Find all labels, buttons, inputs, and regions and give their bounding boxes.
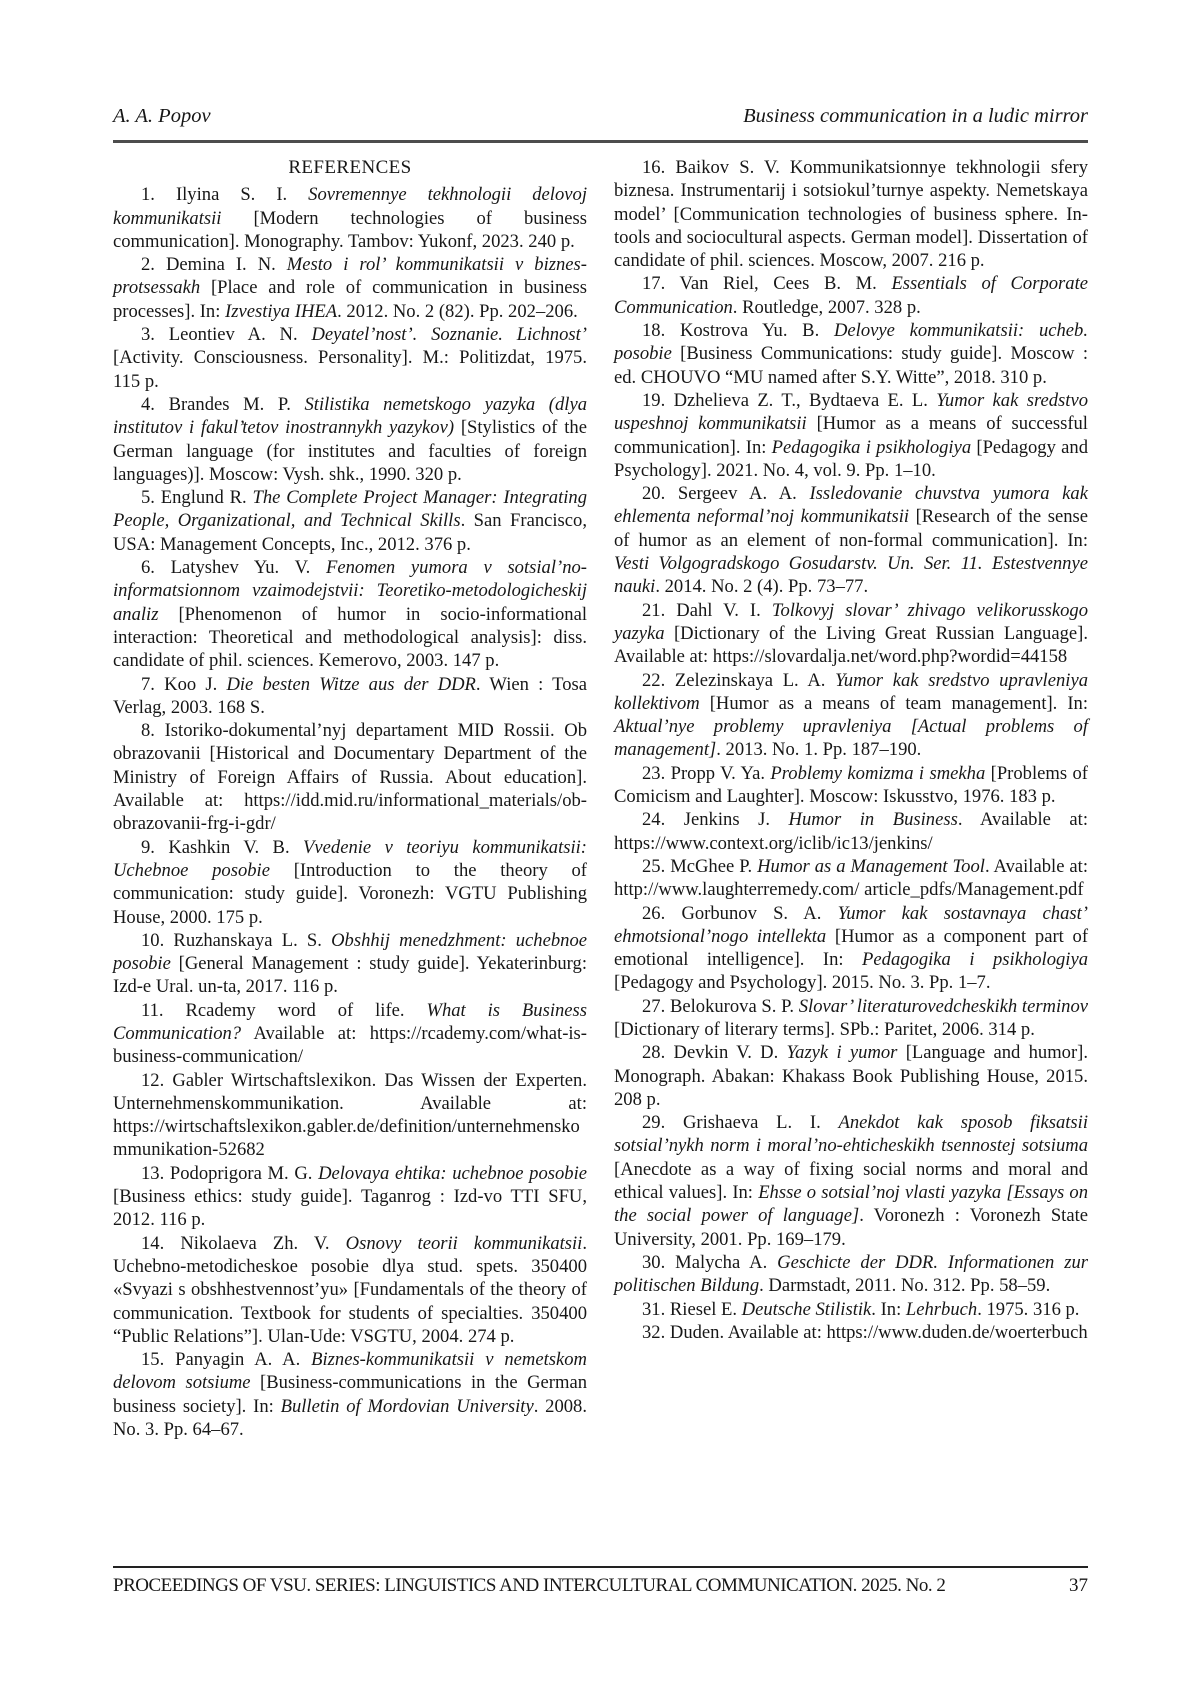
reference-item: 17. Van Riel, Cees B. M. Essentials of Corporate Communication. Routledge, 2007. 328 p. [614,273,1088,318]
reference-item: 6. Latyshev Yu. V. Fenomen yumora v sotsial’no-informatsionnom vzaimodejstvii: Teoretiko-metodologicheskij analiz [Phenomenon of humor in socio-informational interaction: Theoretical and methodological analysis]: diss. candidate of phil. sciences. Kemerovo, 2003. 147 p. [113,557,587,672]
reference-item: 8. Istoriko-dokumental’nyj departament MID Rossii. Ob obrazovanii [Historical and Documentary Department of the Ministry of Foreign Affairs of Russia. About education]. Available at: https://idd.mid.ru/informational_materials/ob-obrazovanii-frg-i-gdr/ [113,720,587,835]
reference-item: 27. Belokurova S. P. Slovar’ literaturovedcheskikh terminov [Dictionary of literary terms]. SPb.: Paritet, 2006. 314 p. [614,995,1088,1040]
references-columns [113,156,1088,1441]
reference-item: 14. Nikolaeva Zh. V. Osnovy teorii kommunikatsii. Uchebno-metodicheskoe posobie dlya stud. spets. 350400 «Svyazi s obshhestvennost’yu» [Fundamentals of the theory of communication. Textbook for students of specialties. 350400 “Public Relations”]. Ulan-Ude: VSGTU, 2004. 274 p. [113,1232,588,1347]
reference-item: 29. Grishaeva L. I. Anekdot kak sposob fiksatsii sotsial’nykh norm i moral’no-ehticheskikh tsennostej sotsiuma [Anecdote as a way of fixing social norms and moral and ethical values]. In: Ehsse o sotsial’noj vlasti yazyka [Essays on the social power of language]. Voronezh : Voronezh State University, 2001. Pp. 169–179. [614,1112,1089,1250]
references-heading: REFERENCES [288,157,412,178]
reference-item: 15. Panyagin A. A. Biznes-kommunikatsii v nemetskom delovom sotsiume [Business-communications in the German business society]. In: Bulletin of Mordovian University. 2008. No. 3. Pp. 64–67. [113,1349,588,1441]
page-number: 37 [1069,1575,1088,1596]
reference-item: 3. Leontiev A. N. Deyatel’nost’. Soznanie. Lichnost’ [Activity. Consciousness. Personality]. M.: Politizdat, 1975. 115 p. [113,324,587,392]
reference-item: 23. Propp V. Ya. Problemy komizma i smekha [Problems of Comicism and Laughter]. Moscow: Iskusstvo, 1976. 183 p. [614,762,1088,808]
page-footer [113,1566,1088,1597]
reference-item: 11. Rcademy word of life. What is Business Communication? Available at: https://rcademy.com/what-is-business-communication/ [113,999,588,1068]
header-rule [113,140,1088,143]
reference-item: 9. Kashkin V. B. Vvedenie v teoriyu kommunikatsii: Uchebnoe posobie [Introduction to the theory of communication: study guide]. Voronezh: VGTU Publishing House, 2000. 175 p. [113,836,588,928]
running-header [113,104,1088,128]
reference-item: 7. Koo J. Die besten Witze aus der DDR. Wien : Tosa Verlag, 2003. 168 S. [113,673,588,718]
reference-item: 21. Dahl V. I. Tolkovyj slovar’ zhivago velikorusskogo yazyka [Dictionary of the Living Great Russian Language]. Available at: https://slovardalja.net/word.php?wordid=44158 [614,599,1088,668]
reference-item: 26. Gorbunov S. A. Yumor kak sostavnaya chast’ ehmotsional’nogo intellekta [Humor as a component part of emotional intelligence]. In: Pedagogika i psikhologiya [Pedagogy and Psychology]. 2015. No. 3. Pp. 1–7. [614,902,1089,994]
reference-item: 13. Podoprigora M. G. Delovaya ehtika: uchebnoe posobie [Business ethics: study guide]. Taganrog : Izd-vo TTI SFU, 2012. 116 p. [113,1162,587,1231]
reference-item: 22. Zelezinskaya L. A. Yumor kak sredstvo upravleniya kollektivom [Humor as a means of team management]. In: Aktual’nye problemy upravleniya [Actual problems of management]. 2013. No. 1. Pp. 187–190. [614,669,1088,761]
reference-item: 5. Englund R. The Complete Project Manager: Integrating People, Organizational, and Technical Skills. San Francisco, USA: Management Concepts, Inc., 2012. 376 p. [113,487,587,555]
reference-item: 31. Riesel E. Deutsche Stilistik. In: Lehrbuch. 1975. 316 p. [642,1298,1080,1320]
running-header-author: A. A. Popov [113,105,211,127]
reference-item: 4. Brandes M. P. Stilistika nemetskogo yazyka (dlya institutov i fakul’tetov inostrannykh yazykov) [Stylistics of the German language (for institutes and faculties of foreign languages)]. Moscow: Vysh. shk., 1990. 320 p. [113,393,588,485]
reference-item: 1. Ilyina S. I. Sovremennye tekhnologii delovoj kommunikatsii [Modern technologies of business communication]. Monography. Tambov: Yukonf, 2023. 240 p. [113,184,587,252]
left-column [113,156,587,1441]
reference-item: 20. Sergeev A. A. Issledovanie chuvstva yumora kak ehlementa neformal’noj kommunikatsii [Research of the sense of humor as an element of non-formal communication]. In: Vesti Volgogradskogo Gosudarstv. Un. Ser. 11. Estestvennye nauki. 2014. No. 2 (4). Pp. 73–77. [614,483,1088,598]
reference-item: 12. Gabler Wirtschaftslexikon. Das Wissen der Experten. Unternehmenskommunikation. Available at: https://wirtschaftslexikon.gabler.de/definition/unternehmenskommunikation-52682 [113,1069,587,1161]
right-column [614,156,1088,1441]
page-content [113,104,1088,1441]
reference-item: 30. Malycha A. Geschicte der DDR. Informationen zur politischen Bildung. Darmstadt, 2011. No. 312. Pp. 58–59. [614,1251,1089,1297]
reference-item: 18. Kostrova Yu. B. Delovye kommunikatsii: ucheb. posobie [Business Communications: study guide]. Moscow : ed. CHOUVO “MU named after S.Y. Witte”, 2018. 310 p. [614,320,1088,388]
reference-item: 16. Baikov S. V. Kommunikatsionnye tekhnologii sfery biznesa. Instrumentarij i sotsiokul’turnye aspekty. Nemetskaya model’ [Communication technologies of business sphere. In-tools and sociocultural aspects. German model]. Dissertation of candidate of phil. sciences. Moscow, 2007. 216 p. [614,157,1088,272]
reference-item: 2. Demina I. N. Mesto i rol’ kommunikatsii v biznes-protsessakh [Place and role of communication in business processes]. In: Izvestiya IHEA. 2012. No. 2 (82). Pp. 202–206. [113,254,587,322]
reference-item: 24. Jenkins J. Humor in Business. Available at: https://www.context.org/iclib/ic13/jenkins/ [614,809,1088,854]
reference-item: 32. Duden. Available at: https://www.duden.de/woerterbuch [642,1321,1088,1343]
footer-journal-line: PROCEEDINGS OF VSU. SERIES: LINGUISTICS AND INTERCULTURAL COMMUNICATION. 2025. No. 2 [113,1575,946,1596]
reference-item: 19. Dzhelieva Z. T., Bydtaeva E. L. Yumor kak sredstvo uspeshnoj kommunikatsii [Humor as a means of successful communication]. In: Pedagogika i psikhologiya [Pedagogy and Psychology]. 2021. No. 4, vol. 9. Pp. 1–10. [614,389,1088,481]
reference-item: 10. Ruzhanskaya L. S. Obshhij menedzhment: uchebnoe posobie [General Management : study guide]. Yekaterinburg: Izd-e Ural. un-ta, 2017. 116 p. [113,929,587,998]
reference-item: 25. McGhee P. Humor as a Management Tool. Available at: http://www.laughterremedy.com/ article_pdfs/Management.pdf [614,855,1088,901]
running-header-title: Business communication in a ludic mirror [743,105,1088,127]
reference-item: 28. Devkin V. D. Yazyk i yumor [Language and humor]. Monograph. Abakan: Khakass Book Publishing House, 2015. 208 p. [614,1042,1088,1110]
